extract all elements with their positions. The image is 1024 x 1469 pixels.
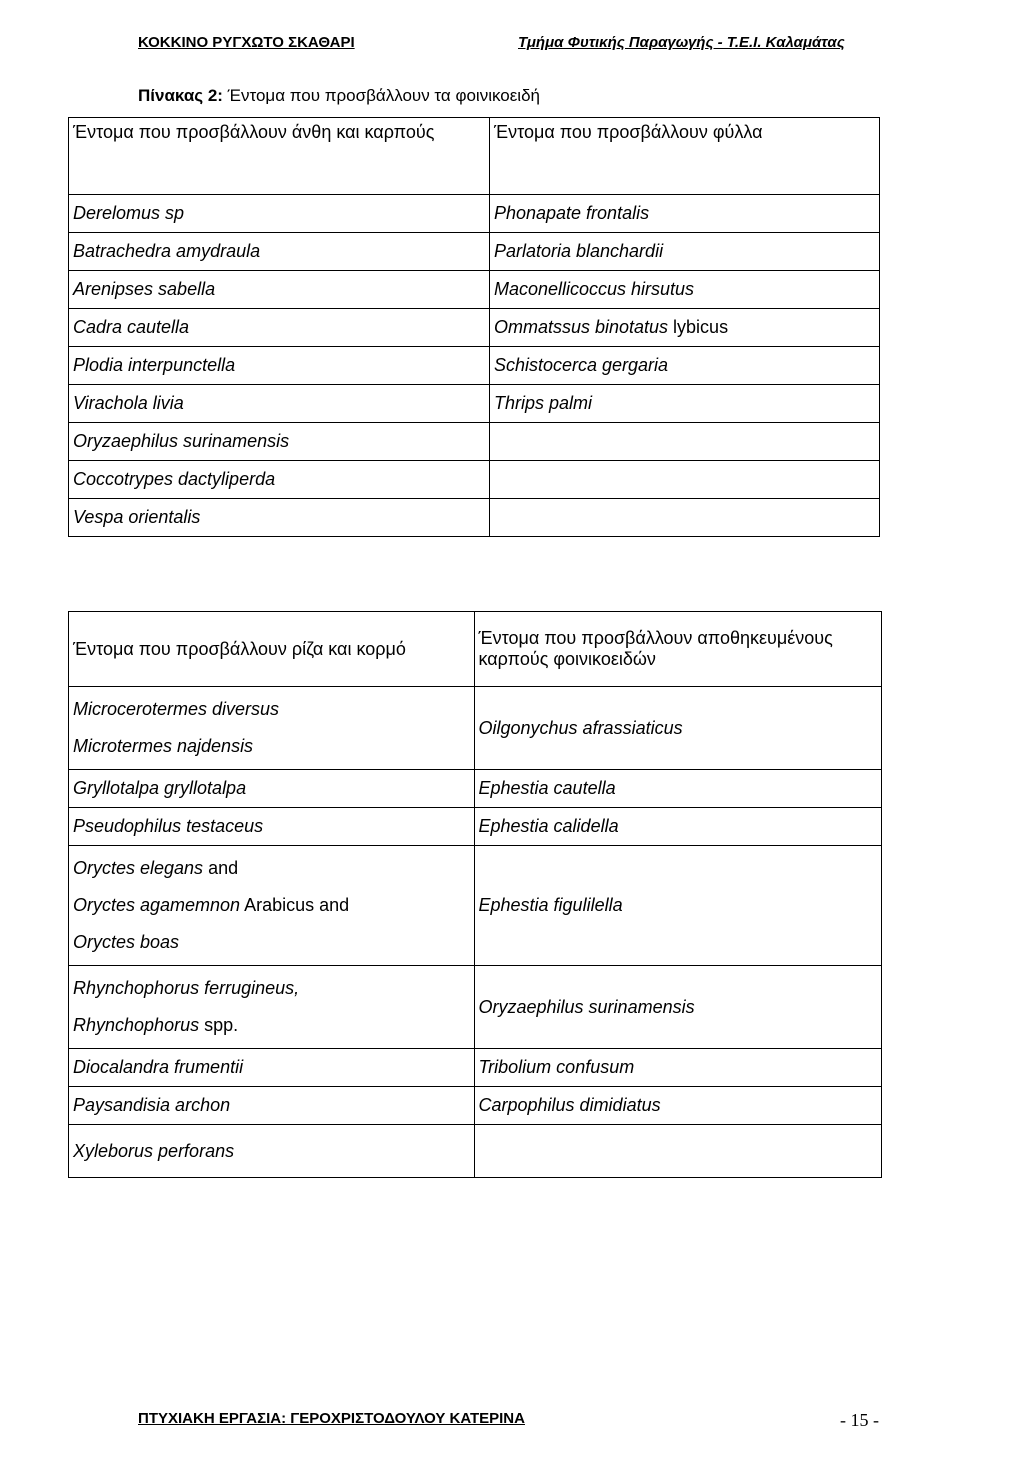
- table-row: [69, 846, 882, 966]
- table-cell: Thrips palmi: [489, 385, 879, 423]
- table-cell: Oryzaephilus surinamensis: [69, 423, 490, 461]
- table-cell: [489, 309, 879, 347]
- table-row: [69, 808, 882, 846]
- species-name: Microcerotermes diversus: [73, 699, 280, 719]
- pests-root-stored-fruit-table: [68, 611, 882, 1178]
- table-cell: Gryllotalpa gryllotalpa: [69, 770, 475, 808]
- table-row: [69, 233, 880, 271]
- table-row: [69, 770, 882, 808]
- table-cell: Derelomus sp: [69, 195, 490, 233]
- species-name: Microtermes najdensis: [73, 736, 254, 756]
- species-suffix: and: [203, 858, 239, 878]
- table-row: [69, 347, 880, 385]
- table-row: [69, 195, 880, 233]
- table-cell: Vespa orientalis: [69, 499, 490, 537]
- header-flowers-fruits: Έντομα που προσβάλλουν άνθη και καρπούς: [69, 118, 490, 195]
- caption-label: Πίνακας 2:: [138, 86, 223, 105]
- table-cell: Carpophilus dimidiatus: [474, 1087, 882, 1125]
- table-cell: Tribolium confusum: [474, 1049, 882, 1087]
- species-line: [73, 1007, 470, 1044]
- table-header-row: [69, 612, 882, 687]
- species-line: [73, 924, 470, 961]
- table-row: [69, 385, 880, 423]
- table-cell: Cadra cautella: [69, 309, 490, 347]
- species-suffix: spp.: [199, 1015, 239, 1035]
- table-cell: Pseudophilus testaceus: [69, 808, 475, 846]
- species-suffix: lybicus: [668, 317, 729, 337]
- species-name: Oryctes elegans: [73, 858, 204, 878]
- species-line: [73, 970, 470, 1007]
- page-header-title: ΚΟΚΚΙΝΟ ΡΥΓΧΩΤΟ ΣΚΑΘΑΡΙ: [138, 34, 355, 51]
- header-stored-fruits: Έντομα που προσβάλλουν αποθηκευμένους καρπούς φοινικοειδών: [474, 612, 882, 687]
- table-cell: Parlatoria blanchardii: [489, 233, 879, 271]
- table-cell: [69, 966, 475, 1049]
- table-cell: Batrachedra amydraula: [69, 233, 490, 271]
- table-cell: Paysandisia archon: [69, 1087, 475, 1125]
- table-cell: [69, 687, 475, 770]
- table-cell: Schistocerca gergaria: [489, 347, 879, 385]
- table-row: [69, 1125, 882, 1178]
- table-cell: Xyleborus perforans: [69, 1125, 475, 1178]
- table-cell: Plodia interpunctella: [69, 347, 490, 385]
- footer-author: ΠΤΥΧΙΑΚΗ ΕΡΓΑΣΙΑ: ΓΕΡΟΧΡΙΣΤΟΔΟΥΛΟΥ ΚΑΤΕΡΙΝΑ: [138, 1410, 525, 1427]
- table-cell: [474, 1125, 882, 1178]
- table-row: [69, 966, 882, 1049]
- table-cell: [489, 499, 879, 537]
- species-name: Rhynchophorus: [73, 1015, 200, 1035]
- header-root-trunk: Έντομα που προσβάλλουν ρίζα και κορμό: [69, 612, 475, 687]
- table-cell: Arenipses sabella: [69, 271, 490, 309]
- table-row: [69, 309, 880, 347]
- table-row: [69, 461, 880, 499]
- table-row: [69, 1087, 882, 1125]
- header-leaves: Έντομα που προσβάλλουν φύλλα: [489, 118, 879, 195]
- species-name: Oryctes boas: [73, 932, 180, 952]
- table-row: [69, 423, 880, 461]
- species-line: [73, 850, 470, 887]
- table-cell: Oilgonychus afrassiaticus: [474, 687, 882, 770]
- species-name: Oryctes agamemnon: [73, 895, 241, 915]
- table-row: [69, 499, 880, 537]
- species-line: [73, 887, 470, 924]
- page-header-department: Τμήμα Φυτικής Παραγωγής - Τ.Ε.Ι. Καλαμάτας: [518, 34, 845, 51]
- table-cell: Ephestia figulilella: [474, 846, 882, 966]
- species-name: Rhynchophorus ferrugineus,: [73, 978, 300, 998]
- table-header-row: [69, 118, 880, 195]
- table-cell: Ephestia calidella: [474, 808, 882, 846]
- table-caption: [138, 86, 540, 106]
- table-cell: Phonapate frontalis: [489, 195, 879, 233]
- caption-text: Έντομα που προσβάλλουν τα φοινικοειδή: [222, 86, 540, 105]
- pests-flowers-leaves-table: [68, 117, 880, 537]
- table-row: [69, 1049, 882, 1087]
- species-suffix: Arabicus and: [240, 895, 350, 915]
- table-cell: [489, 461, 879, 499]
- table-cell: Virachola livia: [69, 385, 490, 423]
- table-cell: Maconellicoccus hirsutus: [489, 271, 879, 309]
- table-cell: Oryzaephilus surinamensis: [474, 966, 882, 1049]
- table-row: [69, 687, 882, 770]
- table-cell: [69, 846, 475, 966]
- table-cell: Coccotrypes dactyliperda: [69, 461, 490, 499]
- table-row: [69, 271, 880, 309]
- species-name: Ommatssus binotatus: [493, 317, 669, 337]
- page-number: - 15 -: [840, 1410, 879, 1430]
- table-cell: Ephestia cautella: [474, 770, 882, 808]
- table-cell: Diocalandra frumentii: [69, 1049, 475, 1087]
- table-cell: [489, 423, 879, 461]
